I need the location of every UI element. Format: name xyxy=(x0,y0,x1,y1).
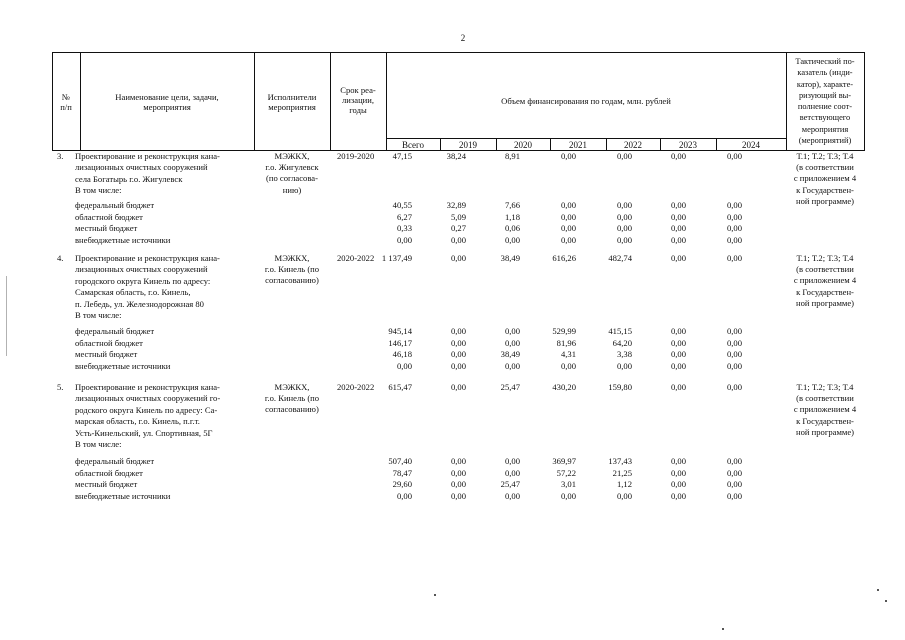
source-value: 0,00 xyxy=(396,490,412,501)
source-label: внебюджетные источники xyxy=(75,360,171,371)
source-value: 0,00 xyxy=(504,337,520,348)
table-rule xyxy=(386,138,786,139)
source-value: 78,47 xyxy=(392,467,412,478)
source-value: 1,18 xyxy=(504,211,520,222)
source-value: 25,47 xyxy=(500,479,520,489)
source-value: 29,60 xyxy=(392,479,412,489)
header-executors: Исполнители мероприятия xyxy=(267,92,317,112)
source-value: 0,00 xyxy=(504,326,520,336)
source-value: 0,00 xyxy=(504,234,520,245)
row-tactical: Т.1; Т.2; Т.3; Т.4 (в соответствии с приложением 4 к Государствен- ной программе) xyxy=(793,151,857,206)
total-value: 0,00 xyxy=(670,151,686,161)
source-label: федеральный бюджет xyxy=(75,326,155,336)
source-value: 0,00 xyxy=(616,360,632,371)
scan-mark xyxy=(6,276,7,356)
source-value: 0,00 xyxy=(560,200,576,210)
source-value: 369,97 xyxy=(552,456,576,466)
source-value: 0,00 xyxy=(396,360,412,371)
row-executors: МЭЖКХ, г.о. Кинель (по согласованию) xyxy=(264,382,320,415)
scan-mark xyxy=(885,600,887,602)
source-value: 0,00 xyxy=(616,223,632,233)
page-number: 2 xyxy=(460,33,466,43)
total-value: 159,80 xyxy=(608,382,632,392)
source-value: 0,00 xyxy=(450,360,466,371)
total-value: 0,00 xyxy=(616,151,632,161)
source-value: 0,00 xyxy=(560,360,576,371)
source-value: 0,00 xyxy=(670,467,686,478)
source-value: 1,12 xyxy=(616,479,632,489)
source-value: 0,00 xyxy=(670,360,686,371)
source-value: 0,00 xyxy=(670,456,686,466)
row-tactical: Т.1; Т.2; Т.3; Т.4 (в соответствии с приложением 4 к Государствен- ной программе) xyxy=(793,253,857,308)
source-value: 0,00 xyxy=(726,479,742,489)
row-term: 2019-2020 xyxy=(337,151,375,161)
source-value: 0,00 xyxy=(450,479,466,489)
source-value: 0,00 xyxy=(726,337,742,348)
source-value: 0,00 xyxy=(670,490,686,501)
year-header: 2022 xyxy=(624,140,642,150)
source-value: 0,00 xyxy=(450,326,466,336)
year-header: 2020 xyxy=(514,140,532,150)
source-value: 0,00 xyxy=(616,234,632,245)
source-value: 0,00 xyxy=(450,456,466,466)
year-header: 2019 xyxy=(459,140,477,150)
total-value: 482,74 xyxy=(608,253,632,263)
source-label: местный бюджет xyxy=(75,349,138,359)
source-value: 7,66 xyxy=(504,200,520,210)
total-value: 0,00 xyxy=(726,382,742,392)
source-value: 0,00 xyxy=(450,234,466,245)
source-value: 507,40 xyxy=(388,456,412,466)
source-label: федеральный бюджет xyxy=(75,200,155,210)
header-tactical: Тактический по- казатель (инди- катор), характе- ризующий вы- полнение соот- ветствующего мероприятия (мероприятий) xyxy=(795,57,855,146)
header-financing: Объем финансирования по годам, млн. рублей xyxy=(501,96,671,106)
source-label: федеральный бюджет xyxy=(75,456,155,466)
source-value: 0,00 xyxy=(670,200,686,210)
source-value: 0,00 xyxy=(726,200,742,210)
year-header: Всего xyxy=(401,140,425,150)
source-value: 0,00 xyxy=(450,490,466,501)
source-value: 21,25 xyxy=(612,467,632,478)
source-value: 0,00 xyxy=(670,349,686,359)
source-label: областной бюджет xyxy=(75,467,143,478)
header-number: № п/п xyxy=(60,92,72,112)
source-value: 0,00 xyxy=(726,467,742,478)
total-value: 38,24 xyxy=(446,151,466,161)
total-value: 0,00 xyxy=(450,382,466,392)
source-value: 40,55 xyxy=(392,200,412,210)
row-number: 5. xyxy=(57,382,64,392)
source-value: 0,00 xyxy=(670,326,686,336)
source-value: 415,15 xyxy=(608,326,632,336)
source-value: 0,33 xyxy=(396,223,412,233)
total-value: 615,47 xyxy=(388,382,412,392)
table-rule xyxy=(864,52,865,151)
row-title: Проектирование и реконструкция кана- лизационных очистных сооружений го- родского округа Кинель по адресу: Са- марская область, г.о. Кинель, п.г.т. Усть-Кинельский, ул. Спортивная, 5Г В том числе: xyxy=(75,382,221,450)
row-term: 2020-2022 xyxy=(337,382,375,392)
row-term: 2020-2022 xyxy=(337,253,375,263)
source-label: внебюджетные источники xyxy=(75,490,171,501)
source-value: 81,96 xyxy=(556,337,576,348)
source-value: 0,00 xyxy=(670,223,686,233)
row-number: 4. xyxy=(57,253,64,263)
source-value: 0,00 xyxy=(670,337,686,348)
total-value: 0,00 xyxy=(726,151,742,161)
total-value: 25,47 xyxy=(500,382,520,392)
source-value: 0,00 xyxy=(670,234,686,245)
year-header: 2023 xyxy=(679,140,697,150)
source-value: 0,00 xyxy=(616,211,632,222)
source-value: 0,00 xyxy=(726,360,742,371)
source-value: 38,49 xyxy=(500,349,520,359)
source-label: областной бюджет xyxy=(75,337,143,348)
source-value: 0,00 xyxy=(504,467,520,478)
source-value: 46,18 xyxy=(392,349,412,359)
source-value: 0,00 xyxy=(504,360,520,371)
total-value: 1 137,49 xyxy=(381,253,412,263)
source-value: 0,00 xyxy=(396,234,412,245)
source-value: 5,09 xyxy=(450,211,466,222)
row-title: Проектирование и реконструкция кана- лизационных очистных сооружений городского округа Кинель по адресу: Самарская область, г.о. Кинель, п. Лебедь, ул. Железнодорожная 80 В том числе: xyxy=(75,253,220,321)
source-value: 3,01 xyxy=(560,479,576,489)
source-value: 0,00 xyxy=(616,490,632,501)
source-value: 0,00 xyxy=(670,479,686,489)
source-value: 0,00 xyxy=(450,349,466,359)
source-value: 64,20 xyxy=(612,337,632,348)
year-header: 2024 xyxy=(742,140,760,150)
total-value: 0,00 xyxy=(670,382,686,392)
source-value: 0,00 xyxy=(560,211,576,222)
source-value: 0,00 xyxy=(560,490,576,501)
source-value: 6,27 xyxy=(396,211,412,222)
source-value: 0,00 xyxy=(726,211,742,222)
source-value: 0,00 xyxy=(670,211,686,222)
source-label: местный бюджет xyxy=(75,223,138,233)
total-value: 0,00 xyxy=(670,253,686,263)
source-label: местный бюджет xyxy=(75,479,138,489)
scan-mark xyxy=(434,594,436,596)
source-value: 4,31 xyxy=(560,349,576,359)
source-value: 32,89 xyxy=(446,200,466,210)
source-value: 0,00 xyxy=(726,234,742,245)
total-value: 0,00 xyxy=(450,253,466,263)
row-executors: МЭЖКХ, г.о. Кинель (по согласованию) xyxy=(264,253,320,286)
source-value: 0,00 xyxy=(504,456,520,466)
source-value: 0,00 xyxy=(616,200,632,210)
source-value: 0,06 xyxy=(504,223,520,233)
header-name: Наименование цели, задачи, мероприятия xyxy=(115,92,219,112)
source-value: 146,17 xyxy=(388,337,412,348)
source-value: 57,22 xyxy=(556,467,576,478)
source-value: 0,27 xyxy=(450,223,466,233)
source-value: 0,00 xyxy=(726,223,742,233)
row-tactical: Т.1; Т.2; Т.3; Т.4 (в соответствии с приложением 4 к Государствен- ной программе) xyxy=(793,382,857,437)
source-label: внебюджетные источники xyxy=(75,234,171,245)
year-header: 2021 xyxy=(569,140,587,150)
source-value: 0,00 xyxy=(450,467,466,478)
source-value: 529,99 xyxy=(552,326,576,336)
header-term: Срок реа- лизации, годы xyxy=(340,85,376,115)
total-value: 0,00 xyxy=(560,151,576,161)
total-value: 8,91 xyxy=(504,151,520,161)
source-label: областной бюджет xyxy=(75,211,143,222)
source-value: 137,43 xyxy=(608,456,632,466)
source-value: 945,14 xyxy=(388,326,412,336)
row-executors: МЭЖКХ, г.о. Жигулевск (по согласова- нию) xyxy=(265,151,319,195)
source-value: 0,00 xyxy=(726,490,742,501)
total-value: 38,49 xyxy=(500,253,520,263)
source-value: 0,00 xyxy=(726,349,742,359)
total-value: 0,00 xyxy=(726,253,742,263)
source-value: 0,00 xyxy=(726,456,742,466)
total-value: 47,15 xyxy=(392,151,412,161)
table-rule xyxy=(52,52,865,53)
source-value: 0,00 xyxy=(726,326,742,336)
source-value: 0,00 xyxy=(560,223,576,233)
scan-mark xyxy=(877,589,879,591)
source-value: 0,00 xyxy=(560,234,576,245)
scan-mark xyxy=(722,628,724,630)
row-number: 3. xyxy=(57,151,64,161)
total-value: 616,26 xyxy=(552,253,576,263)
row-title: Проектирование и реконструкция кана- лизационных очистных сооружений села Богатырь г.о. Жигулевск В том числе: xyxy=(75,151,220,196)
total-value: 430,20 xyxy=(552,382,576,392)
source-value: 0,00 xyxy=(450,337,466,348)
source-value: 0,00 xyxy=(504,490,520,501)
source-value: 3,38 xyxy=(616,349,632,359)
